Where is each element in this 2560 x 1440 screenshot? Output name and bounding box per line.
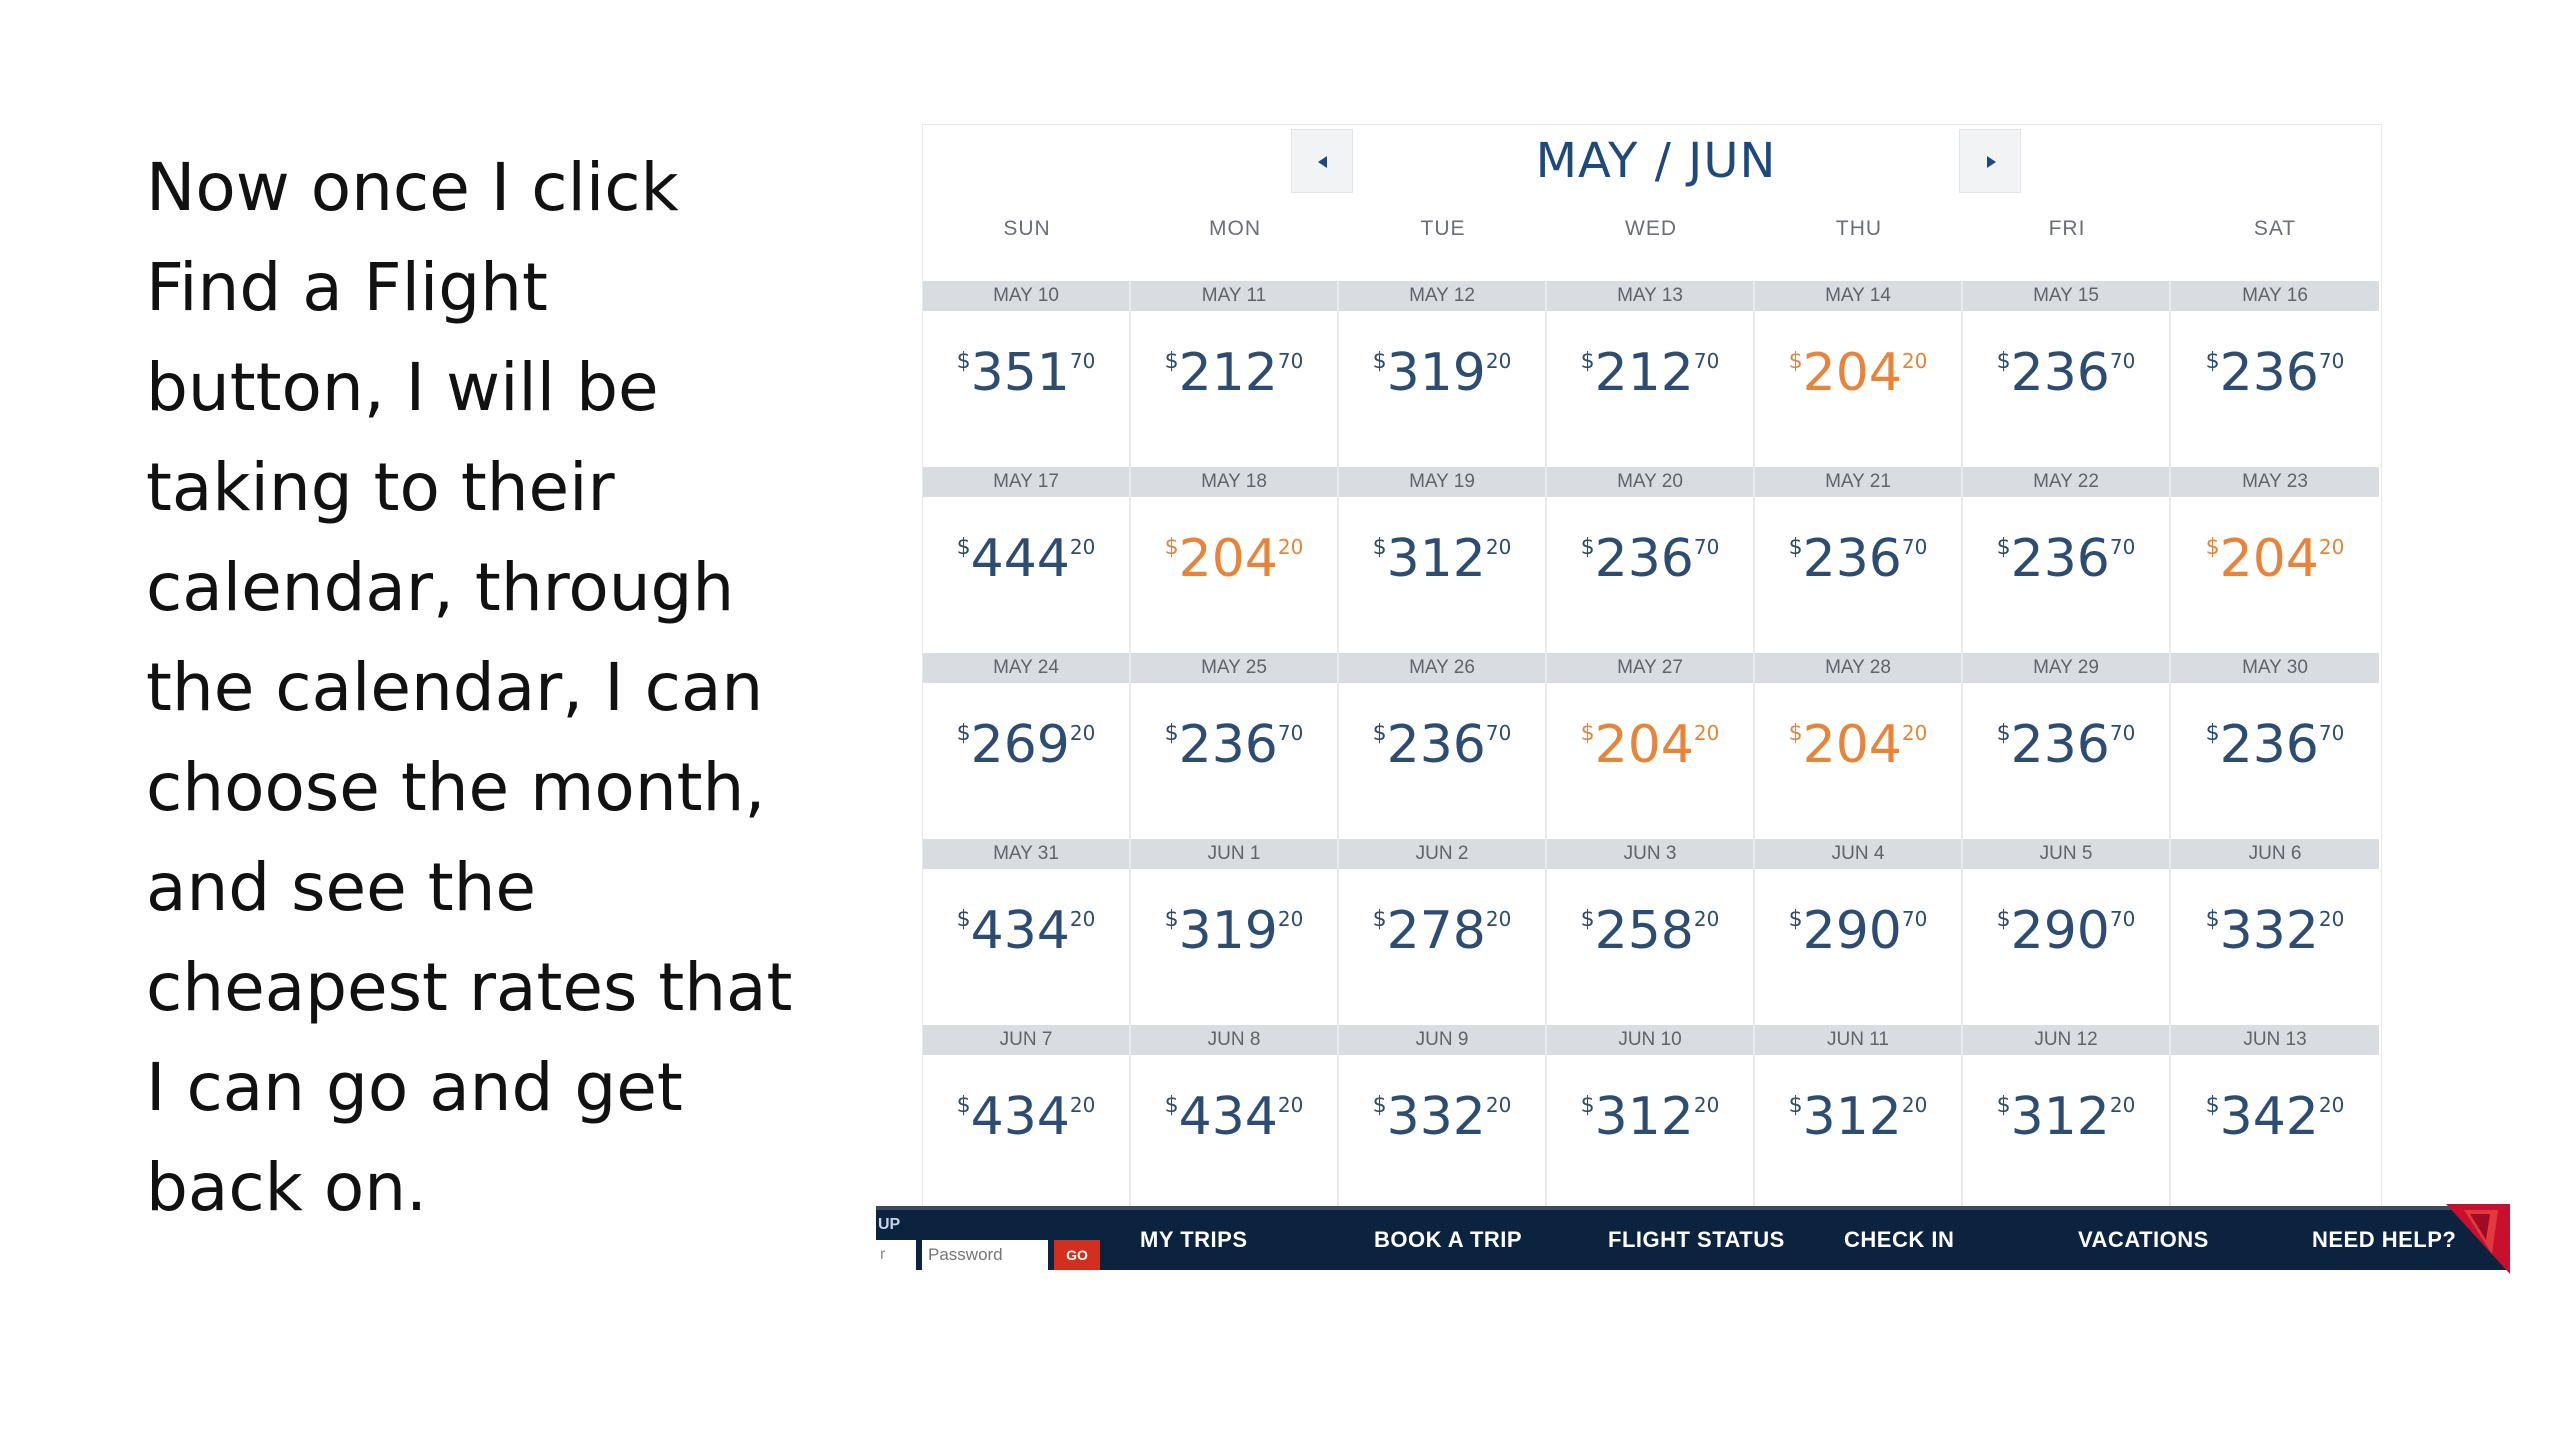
calendar-day-cell[interactable] <box>1963 1025 2171 1211</box>
calendar-day-cell[interactable] <box>1339 467 1547 653</box>
price-dollars: 236 <box>2010 715 2110 775</box>
currency-symbol: $ <box>1372 535 1387 560</box>
currency-symbol: $ <box>1996 907 2011 932</box>
currency-symbol: $ <box>1580 1093 1595 1118</box>
fare-price <box>1131 1087 1337 1147</box>
login-go-button[interactable]: GO <box>1054 1240 1100 1270</box>
currency-symbol: $ <box>956 721 971 746</box>
weekday-label: WED <box>1625 217 1677 240</box>
price-dollars: 204 <box>1594 715 1694 775</box>
fare-price <box>1339 1087 1545 1147</box>
next-month-button[interactable] <box>1959 129 2021 193</box>
price-dollars: 204 <box>1802 343 1902 403</box>
fare-price <box>2171 1087 2379 1147</box>
fare-price <box>1963 529 2169 589</box>
currency-symbol: $ <box>1788 721 1803 746</box>
price-dollars: 278 <box>1386 901 1486 961</box>
currency-symbol: $ <box>956 1093 971 1118</box>
price-dollars: 312 <box>1802 1087 1902 1147</box>
lowest-fare-price <box>2171 529 2379 589</box>
fare-price <box>923 529 1129 589</box>
day-date-label: MAY 25 <box>1131 653 1337 683</box>
calendar-day-cell[interactable] <box>923 839 1131 1025</box>
fare-price <box>923 901 1129 961</box>
day-date-label: JUN 2 <box>1339 839 1545 869</box>
price-cents: 70 <box>2109 535 2136 559</box>
fare-price <box>1547 343 1753 403</box>
calendar-day-cell[interactable] <box>1131 281 1339 467</box>
price-cents: 70 <box>1069 349 1096 373</box>
calendar-week-row <box>923 1025 2381 1211</box>
calendar-day-cell[interactable] <box>2171 839 2379 1025</box>
fare-price <box>1547 529 1753 589</box>
currency-symbol: $ <box>1788 535 1803 560</box>
day-date-label: MAY 15 <box>1963 281 2169 311</box>
calendar-day-cell[interactable] <box>923 1025 1131 1211</box>
calendar-day-cell[interactable] <box>1547 839 1755 1025</box>
price-cents: 70 <box>1901 535 1928 559</box>
day-date-label: MAY 28 <box>1755 653 1961 683</box>
price-dollars: 236 <box>2219 343 2319 403</box>
password-field[interactable] <box>922 1240 1048 1270</box>
calendar-day-cell[interactable] <box>2171 1025 2379 1211</box>
price-dollars: 434 <box>1178 1087 1278 1147</box>
calendar-day-cell[interactable] <box>1339 653 1547 839</box>
nav-need-help[interactable]: NEED HELP? <box>2312 1227 2457 1252</box>
calendar-day-cell[interactable] <box>1339 281 1547 467</box>
calendar-day-cell[interactable] <box>1963 839 2171 1025</box>
nav-my-trips[interactable]: MY TRIPS <box>1140 1227 1248 1252</box>
weekday-label: THU <box>1835 217 1883 240</box>
caption-line: the calendar, I can <box>146 649 764 726</box>
calendar-day-cell[interactable] <box>1131 839 1339 1025</box>
price-dollars: 236 <box>1178 715 1278 775</box>
price-dollars: 332 <box>2219 901 2319 961</box>
day-date-label: JUN 3 <box>1547 839 1753 869</box>
currency-symbol: $ <box>1788 1093 1803 1118</box>
currency-symbol: $ <box>1580 721 1595 746</box>
price-dollars: 204 <box>1178 529 1278 589</box>
caption-line: and see the <box>146 849 537 926</box>
lowest-fare-price <box>1131 529 1337 589</box>
day-date-label: JUN 4 <box>1755 839 1961 869</box>
calendar-day-cell[interactable] <box>1547 653 1755 839</box>
price-cents: 20 <box>1069 907 1096 931</box>
price-cents: 20 <box>1693 1093 1720 1117</box>
calendar-day-cell[interactable] <box>923 467 1131 653</box>
calendar-day-cell[interactable] <box>1755 653 1963 839</box>
price-dollars: 290 <box>2010 901 2110 961</box>
day-date-label: JUN 6 <box>2171 839 2379 869</box>
day-date-label: JUN 13 <box>2171 1025 2379 1055</box>
price-dollars: 290 <box>1802 901 1902 961</box>
currency-symbol: $ <box>956 535 971 560</box>
currency-symbol: $ <box>1164 1093 1179 1118</box>
price-dollars: 312 <box>1594 1087 1694 1147</box>
price-cents: 70 <box>1693 535 1720 559</box>
day-date-label: MAY 16 <box>2171 281 2379 311</box>
caption-line: Now once I click <box>146 149 679 226</box>
chevron-left-icon <box>1315 154 1331 170</box>
currency-symbol: $ <box>2205 535 2220 560</box>
day-date-label: MAY 11 <box>1131 281 1337 311</box>
price-dollars: 434 <box>970 901 1070 961</box>
price-dollars: 351 <box>970 343 1070 403</box>
price-cents: 20 <box>2318 907 2345 931</box>
fare-price <box>1755 529 1961 589</box>
price-cents: 20 <box>1901 349 1928 373</box>
day-date-label: JUN 5 <box>1963 839 2169 869</box>
price-dollars: 236 <box>1386 715 1486 775</box>
price-cents: 70 <box>2109 349 2136 373</box>
fare-price <box>1547 901 1753 961</box>
caption-line: I can go and get <box>146 1049 683 1126</box>
currency-symbol: $ <box>1996 535 2011 560</box>
calendar-day-cell[interactable] <box>1131 653 1339 839</box>
currency-symbol: $ <box>956 349 971 374</box>
weekday-label: FRI <box>2048 217 2086 240</box>
currency-symbol: $ <box>1372 721 1387 746</box>
caption-line: choose the month, <box>146 749 766 826</box>
day-date-label: MAY 18 <box>1131 467 1337 497</box>
price-cents: 20 <box>1277 907 1304 931</box>
fare-price <box>923 1087 1129 1147</box>
calendar-day-cell[interactable] <box>2171 281 2379 467</box>
day-date-label: MAY 31 <box>923 839 1129 869</box>
currency-symbol: $ <box>1788 349 1803 374</box>
day-date-label: MAY 14 <box>1755 281 1961 311</box>
fare-price <box>1547 1087 1753 1147</box>
fare-calendar <box>922 124 2382 1220</box>
price-cents: 20 <box>2318 535 2345 559</box>
price-cents: 20 <box>1069 721 1096 745</box>
calendar-day-cell[interactable] <box>923 281 1131 467</box>
currency-symbol: $ <box>1372 1093 1387 1118</box>
caption-text <box>146 138 866 1238</box>
price-cents: 70 <box>1485 721 1512 745</box>
fare-price <box>1963 1087 2169 1147</box>
price-cents: 20 <box>2109 1093 2136 1117</box>
calendar-day-cell[interactable] <box>2171 467 2379 653</box>
fare-price <box>1755 1087 1961 1147</box>
month-selector <box>1291 129 2021 193</box>
calendar-day-cell[interactable] <box>1547 467 1755 653</box>
fare-price <box>1131 343 1337 403</box>
currency-symbol: $ <box>1164 349 1179 374</box>
price-dollars: 332 <box>1386 1087 1486 1147</box>
username-field[interactable] <box>876 1240 916 1270</box>
calendar-day-cell[interactable] <box>1131 467 1339 653</box>
weekday-header <box>923 217 2381 273</box>
price-cents: 70 <box>1277 349 1304 373</box>
fare-price <box>1339 343 1545 403</box>
nav-vacations[interactable]: VACATIONS <box>2078 1227 2209 1252</box>
weekday-label: MON <box>1209 217 1261 240</box>
price-cents: 20 <box>1069 1093 1096 1117</box>
nav-book-a-trip[interactable]: BOOK A TRIP <box>1374 1227 1523 1252</box>
fare-price <box>1131 901 1337 961</box>
day-date-label: MAY 22 <box>1963 467 2169 497</box>
calendar-day-cell[interactable] <box>1963 467 2171 653</box>
calendar-day-cell[interactable] <box>1547 281 1755 467</box>
price-dollars: 204 <box>1802 715 1902 775</box>
price-dollars: 312 <box>1386 529 1486 589</box>
price-dollars: 204 <box>2219 529 2319 589</box>
calendar-day-cell[interactable] <box>1339 1025 1547 1211</box>
day-date-label: JUN 9 <box>1339 1025 1545 1055</box>
day-date-label: MAY 17 <box>923 467 1129 497</box>
day-date-label: JUN 11 <box>1755 1025 1961 1055</box>
lowest-fare-price <box>1755 343 1961 403</box>
lowest-fare-price <box>1547 715 1753 775</box>
delta-widget-logo-icon <box>2446 1204 2510 1274</box>
calendar-day-cell[interactable] <box>1755 839 1963 1025</box>
price-dollars: 269 <box>970 715 1070 775</box>
weekday-label: SUN <box>1003 217 1051 240</box>
fare-price <box>2171 343 2379 403</box>
price-dollars: 434 <box>970 1087 1070 1147</box>
calendar-day-cell[interactable] <box>1339 839 1547 1025</box>
price-dollars: 342 <box>2219 1087 2319 1147</box>
currency-symbol: $ <box>2205 721 2220 746</box>
price-cents: 20 <box>1485 1093 1512 1117</box>
calendar-day-cell[interactable] <box>1963 281 2171 467</box>
price-cents: 20 <box>1901 1093 1928 1117</box>
caption-line: button, I will be <box>146 349 659 426</box>
day-date-label: MAY 26 <box>1339 653 1545 683</box>
price-cents: 20 <box>1069 535 1096 559</box>
price-dollars: 319 <box>1178 901 1278 961</box>
price-dollars: 212 <box>1178 343 1278 403</box>
day-date-label: MAY 20 <box>1547 467 1753 497</box>
day-date-label: JUN 8 <box>1131 1025 1337 1055</box>
currency-symbol: $ <box>1164 535 1179 560</box>
calendar-day-cell[interactable] <box>1755 467 1963 653</box>
fare-price <box>923 343 1129 403</box>
currency-symbol: $ <box>2205 349 2220 374</box>
calendar-day-cell[interactable] <box>1547 1025 1755 1211</box>
calendar-day-cell[interactable] <box>1755 1025 1963 1211</box>
currency-symbol: $ <box>1372 907 1387 932</box>
price-cents: 20 <box>1901 721 1928 745</box>
price-dollars: 444 <box>970 529 1070 589</box>
day-date-label: MAY 23 <box>2171 467 2379 497</box>
fare-price <box>1339 901 1545 961</box>
fare-price <box>1755 901 1961 961</box>
caption-line: taking to their <box>146 449 615 526</box>
price-dollars: 236 <box>2010 529 2110 589</box>
price-cents: 70 <box>2318 721 2345 745</box>
day-date-label: MAY 21 <box>1755 467 1961 497</box>
currency-symbol: $ <box>2205 1093 2220 1118</box>
calendar-day-cell[interactable] <box>2171 653 2379 839</box>
month-title: MAY / JUN <box>1535 133 1777 189</box>
price-cents: 20 <box>1485 535 1512 559</box>
price-cents: 70 <box>2318 349 2345 373</box>
currency-symbol: $ <box>1788 907 1803 932</box>
currency-symbol: $ <box>1996 1093 2011 1118</box>
calendar-day-cell[interactable] <box>1755 281 1963 467</box>
price-dollars: 236 <box>1802 529 1902 589</box>
currency-symbol: $ <box>1580 907 1595 932</box>
day-date-label: JUN 1 <box>1131 839 1337 869</box>
price-cents: 20 <box>1693 907 1720 931</box>
price-dollars: 236 <box>2219 715 2319 775</box>
day-date-label: MAY 24 <box>923 653 1129 683</box>
price-cents: 20 <box>1485 349 1512 373</box>
price-dollars: 319 <box>1386 343 1486 403</box>
weekday-label: TUE <box>1420 217 1466 240</box>
price-cents: 20 <box>1485 907 1512 931</box>
price-cents: 70 <box>2109 721 2136 745</box>
fare-price <box>1339 715 1545 775</box>
fare-price <box>923 715 1129 775</box>
day-date-label: MAY 10 <box>923 281 1129 311</box>
lowest-fare-price <box>1755 715 1961 775</box>
calendar-day-cell[interactable] <box>1131 1025 1339 1211</box>
price-dollars: 236 <box>1594 529 1694 589</box>
price-cents: 20 <box>2318 1093 2345 1117</box>
day-date-label: MAY 30 <box>2171 653 2379 683</box>
signup-link[interactable]: UP <box>878 1216 901 1233</box>
caption-line: cheapest rates that <box>146 949 793 1026</box>
fare-price <box>1963 901 2169 961</box>
price-cents: 70 <box>2109 907 2136 931</box>
day-date-label: JUN 7 <box>923 1025 1129 1055</box>
caption-line: back on. <box>146 1149 428 1226</box>
price-cents: 70 <box>1901 907 1928 931</box>
price-dollars: 236 <box>2010 343 2110 403</box>
currency-symbol: $ <box>1996 721 2011 746</box>
currency-symbol: $ <box>1580 349 1595 374</box>
day-date-label: MAY 19 <box>1339 467 1545 497</box>
day-date-label: JUN 10 <box>1547 1025 1753 1055</box>
calendar-week-row <box>923 839 2381 1025</box>
price-dollars: 258 <box>1594 901 1694 961</box>
nav-check-in[interactable]: CHECK IN <box>1844 1227 1955 1252</box>
currency-symbol: $ <box>1580 535 1595 560</box>
price-cents: 20 <box>1277 535 1304 559</box>
caption-line: Find a Flight <box>146 249 548 326</box>
fare-price <box>2171 715 2379 775</box>
chevron-right-icon <box>1983 154 1999 170</box>
price-cents: 20 <box>1277 1093 1304 1117</box>
calendar-week-row <box>923 653 2381 839</box>
calendar-week-row <box>923 281 2381 467</box>
day-date-label: JUN 12 <box>1963 1025 2169 1055</box>
day-date-label: MAY 29 <box>1963 653 2169 683</box>
currency-symbol: $ <box>1164 907 1179 932</box>
calendar-week-row <box>923 467 2381 653</box>
currency-symbol: $ <box>2205 907 2220 932</box>
fare-price <box>1131 715 1337 775</box>
fare-price <box>1339 529 1545 589</box>
calendar-day-cell[interactable] <box>1963 653 2171 839</box>
weekday-label: SAT <box>2253 217 2297 240</box>
calendar-day-cell[interactable] <box>923 653 1131 839</box>
day-date-label: MAY 27 <box>1547 653 1753 683</box>
currency-symbol: $ <box>956 907 971 932</box>
caption-line: calendar, through <box>146 549 735 626</box>
price-cents: 70 <box>1693 349 1720 373</box>
price-dollars: 212 <box>1594 343 1694 403</box>
currency-symbol: $ <box>1164 721 1179 746</box>
price-cents: 70 <box>1277 721 1304 745</box>
fare-price <box>1963 343 2169 403</box>
day-date-label: MAY 12 <box>1339 281 1545 311</box>
currency-symbol: $ <box>1372 349 1387 374</box>
fare-price <box>1963 715 2169 775</box>
nav-flight-status[interactable]: FLIGHT STATUS <box>1608 1227 1785 1252</box>
day-date-label: MAY 13 <box>1547 281 1753 311</box>
site-navbar <box>876 1206 2510 1270</box>
fare-price <box>2171 901 2379 961</box>
previous-month-button[interactable] <box>1291 129 1353 193</box>
currency-symbol: $ <box>1996 349 2011 374</box>
price-dollars: 312 <box>2010 1087 2110 1147</box>
price-cents: 20 <box>1693 721 1720 745</box>
